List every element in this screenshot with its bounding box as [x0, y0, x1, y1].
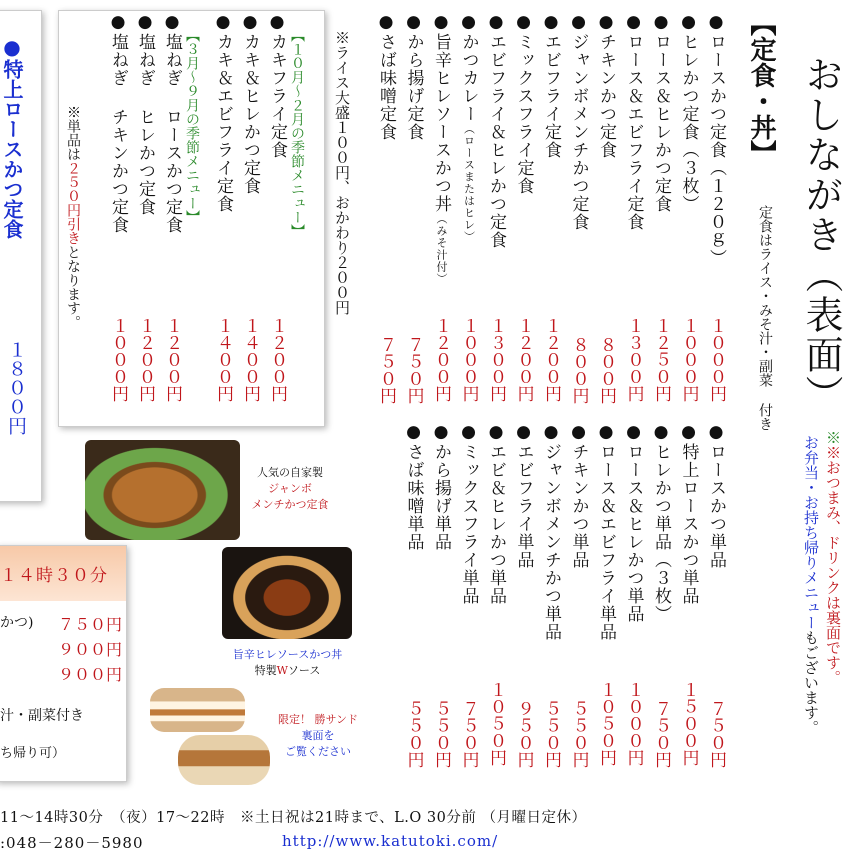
lunch-row-1: かつ) ７５０円 [0, 615, 122, 634]
tanpin-price: １０５０円 [596, 681, 616, 766]
side-note-2: お弁当・お持ち帰りメニューもございます。 [802, 435, 820, 735]
donburi-caption: 旨辛ヒレソースかつ丼 特製Wソース [232, 648, 343, 677]
footer-url-link[interactable]: http://www.katutoki.com/ [282, 832, 499, 850]
tanpin-price: ５５０円 [568, 700, 589, 768]
teishoku-item: ●ロース＆エビフライ定食 [623, 12, 644, 231]
teishoku-item: ●チキンかつ定食 [596, 12, 616, 159]
teishoku-item: ●かつカレー（ロースまたはヒレ） [458, 12, 479, 243]
rice-note: ※ライス大盛１００円、おかわり２００円 [333, 30, 351, 315]
teishoku-item: ●エビフライ＆ヒレかつ定食 [486, 12, 506, 249]
tanpin-price: ５５０円 [541, 700, 561, 768]
teishoku-item: ●エビフライ定食 [541, 12, 561, 159]
seasonal-item: ●カキフライ定食 [267, 12, 287, 159]
tanpin-price: １０００円 [623, 681, 644, 766]
menchi-caption: 人気の自家製 ジャンボ メンチかつ定食 [251, 466, 329, 511]
seasonal-price: １４００円 [240, 317, 260, 402]
teishoku-price: １３００円 [623, 317, 644, 402]
teishoku-price: ７５０円 [376, 336, 396, 404]
lunch-note: 汁・副菜付き [0, 708, 84, 724]
teishoku-price: １２００円 [541, 317, 561, 402]
teishoku-item: ●さば味噌定食 [376, 12, 396, 141]
page-title: おしながき（表面） [799, 55, 843, 415]
teishoku-item: ●ヒレかつ定食（３枚） [678, 12, 699, 213]
tanpin-item: ●チキンかつ単品 [568, 422, 589, 569]
special-price: １８００円 [5, 340, 27, 435]
summer-label: 【３月～９月の季節メニュー】 [184, 28, 200, 224]
seasonal-item: ●カキ＆エビフライ定食 [213, 12, 233, 213]
teishoku-item: ●ロース＆ヒレかつ定食 [651, 12, 671, 213]
tanpin-item: ●さば味噌単品 [403, 422, 424, 551]
tanpin-price: ５５０円 [403, 700, 424, 768]
tanpin-price: ７５０円 [706, 700, 726, 768]
tanpin-item: ●ヒレかつ単品（３枚） [651, 422, 671, 623]
teishoku-item: ●ミックスフライ定食 [513, 12, 534, 195]
sand-photo-2 [178, 735, 270, 785]
seasonal-item: ●塩ねぎ ヒレかつ定食 [135, 12, 155, 216]
teishoku-item: ●ロースかつ定食（１２０ｇ） [706, 12, 726, 267]
seasonal-price: １４００円 [213, 317, 233, 402]
side-note-1: ※※おつまみ、ドリンクは裏面です。 [824, 430, 842, 685]
teishoku-price: １０００円 [678, 317, 699, 402]
tanpin-item: ●から揚げ単品 [431, 422, 451, 551]
lunch-takeout: ち帰り可） [0, 746, 66, 761]
teishoku-price: １２５０円 [651, 317, 671, 402]
category-heading: 【定食・丼】 [746, 10, 776, 166]
special-name: ●特上ロースかつ定食 [0, 35, 24, 239]
tanpin-price: ５５０円 [431, 700, 451, 768]
seasonal-price: １２００円 [135, 317, 155, 402]
tanpin-item: ●ジャンボメンチかつ単品 [541, 422, 561, 641]
sand-caption: 限定！ 勝サンド 裏面を ご覧ください [278, 713, 358, 758]
tanpin-price: ７５０円 [458, 700, 479, 768]
tanpin-item: ●ロースかつ単品 [706, 422, 726, 569]
tanpin-item: ●ロース＆ヒレかつ単品 [623, 422, 644, 623]
lunch-row-2: ９００円 [57, 640, 122, 659]
teishoku-price: １３００円 [486, 317, 506, 402]
seasonal-item: ●カキ＆ヒレかつ定食 [240, 12, 260, 195]
single-note: ※単品は２５０円引きとなります。 [65, 105, 81, 329]
tanpin-price: ７５０円 [651, 700, 671, 768]
seasonal-price: １２００円 [162, 317, 182, 402]
teishoku-price: １０００円 [706, 317, 726, 402]
side-note-mark: ※ [824, 430, 842, 445]
teishoku-item: ●ジャンボメンチかつ定食 [568, 12, 589, 231]
teishoku-item: ●から揚げ定食 [403, 12, 424, 141]
teishoku-price: ７５０円 [403, 336, 424, 404]
tanpin-price: １０５０円 [486, 681, 506, 766]
seasonal-item: ●塩ねぎ チキンかつ定食 [108, 12, 128, 234]
tanpin-price: １５００円 [678, 681, 699, 766]
lunch-time: １４時３０分 [0, 566, 108, 586]
tanpin-item: ●エビ＆ヒレかつ単品 [486, 422, 506, 605]
category-note: 定食はライス・みそ汁・副菜 付き [757, 205, 773, 431]
tanpin-item: ●ミックスフライ単品 [458, 422, 479, 605]
seasonal-item: ●塩ねぎ ロースかつ定食 [162, 12, 182, 234]
teishoku-price: １０００円 [458, 317, 479, 402]
teishoku-price: １２００円 [513, 317, 534, 402]
donburi-photo [222, 547, 352, 639]
tanpin-item: ●ロース＆エビフライ単品 [596, 422, 616, 641]
footer-hours: 11～14時30分 （夜）17～22時 ※土日祝は21時まで、L.O 30分前 （月曜日定休） [0, 810, 587, 826]
teishoku-price: ８００円 [596, 336, 616, 404]
tanpin-item: ●エビフライ単品 [513, 422, 534, 569]
teishoku-item: ●旨辛ヒレソースかつ丼（みそ汁付） [431, 12, 451, 285]
seasonal-price: １２００円 [267, 317, 287, 402]
tanpin-item: ●特上ロースかつ単品 [678, 422, 699, 605]
winter-label: 【１０月～２月の季節メニュー】 [289, 28, 305, 238]
lunch-row-3: ９００円 [57, 665, 122, 684]
teishoku-price: ８００円 [568, 336, 589, 404]
menchi-photo [85, 440, 240, 540]
seasonal-price: １０００円 [108, 317, 128, 402]
teishoku-price: １２００円 [431, 317, 451, 402]
tanpin-price: ９５０円 [513, 700, 534, 768]
footer-phone: :048－280－5980 [0, 834, 144, 852]
sand-photo-1 [150, 688, 245, 732]
